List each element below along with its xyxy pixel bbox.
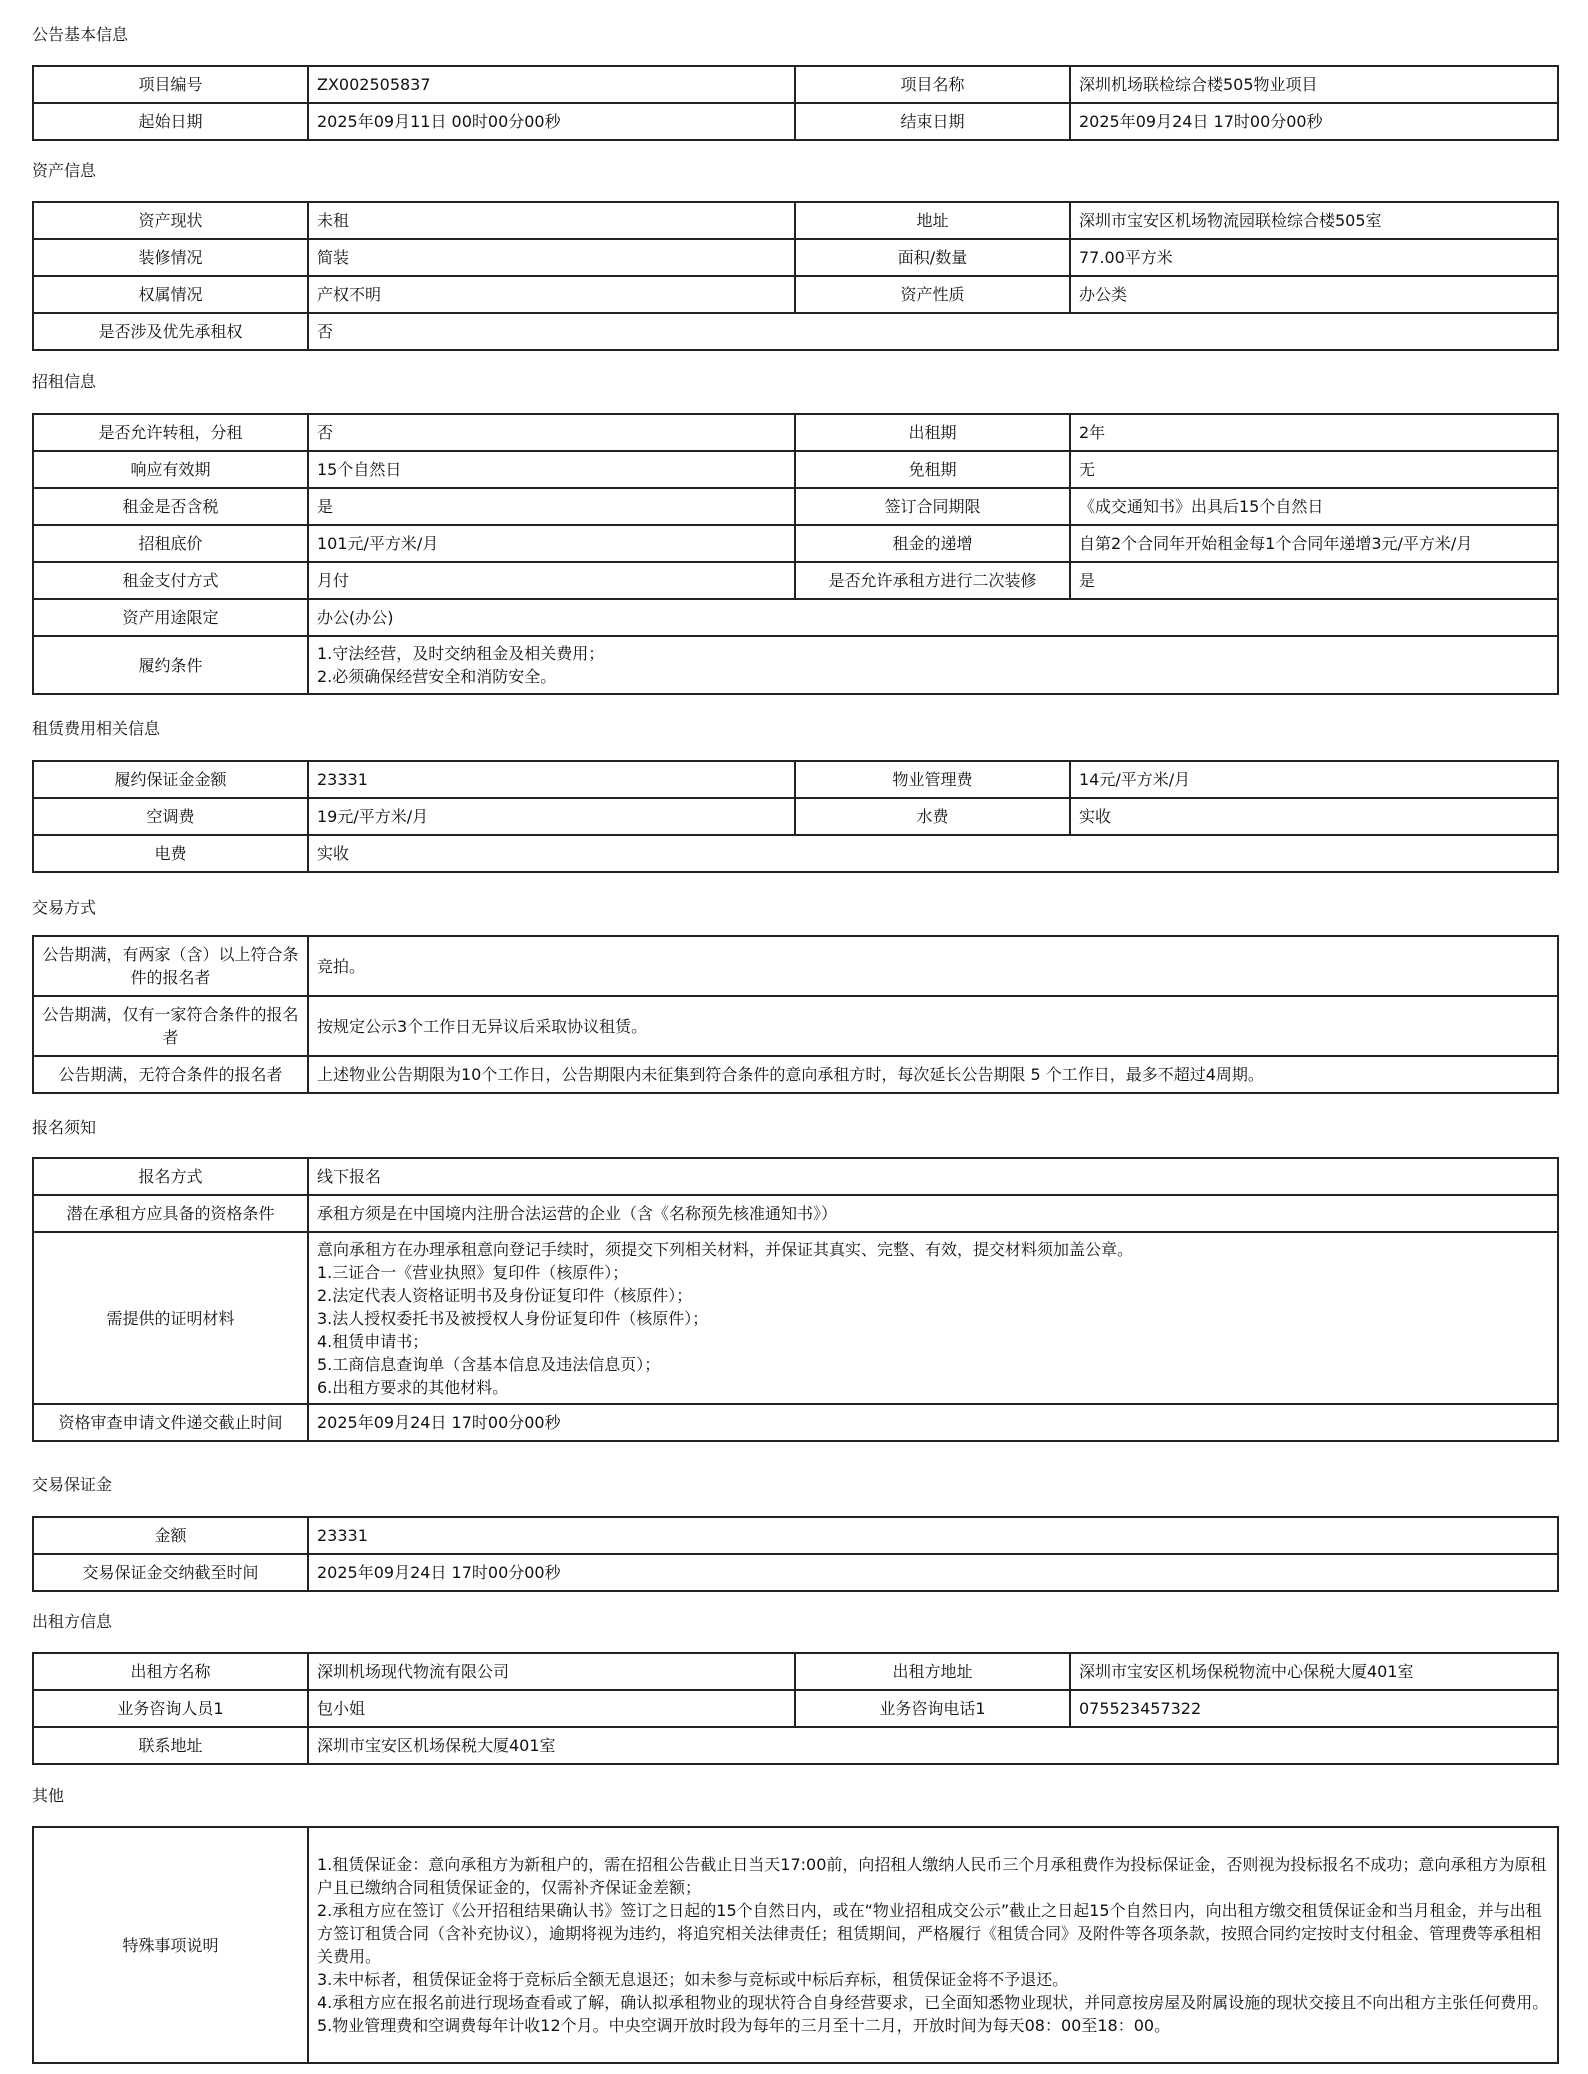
lease-period-label: 出租期 (795, 414, 1070, 451)
table-row (33, 276, 1558, 313)
table-row (33, 1517, 1558, 1554)
rent-free-label: 免租期 (795, 451, 1070, 488)
deposit-label: 履约保证金金额 (33, 761, 308, 798)
guarantee-amount-label: 金额 (33, 1517, 308, 1554)
rent-free-value: 无 (1070, 451, 1558, 488)
contact-address-value: 深圳市宝安区机场保税大厦401室 (308, 1727, 1558, 1764)
decoration-value: 简装 (308, 239, 795, 276)
contact-person-value: 包小姐 (308, 1690, 795, 1727)
two-bidders-label: 公告期满，有两家（含）以上符合条件的报名者 (33, 936, 308, 996)
table-row (33, 1056, 1558, 1093)
guarantee-due-value: 2025年09月24日 17时00分00秒 (308, 1554, 1558, 1591)
lessor-name-value: 深圳机场现代物流有限公司 (308, 1653, 795, 1690)
power-fee-value: 实收 (308, 835, 1558, 872)
signup-method-label: 报名方式 (33, 1158, 308, 1195)
water-fee-value: 实收 (1070, 798, 1558, 835)
qualification-label: 潜在承租方应具备的资格条件 (33, 1195, 308, 1232)
power-fee-label: 电费 (33, 835, 308, 872)
contact-phone-label: 业务咨询电话1 (795, 1690, 1070, 1727)
asset-nature-value: 办公类 (1070, 276, 1558, 313)
water-fee-label: 水费 (795, 798, 1070, 835)
qualification-value: 承租方须是在中国境内注册合法运营的企业（含《名称预先核准通知书》） (308, 1195, 1558, 1232)
review-deadline-label: 资格审查申请文件递交截止时间 (33, 1404, 308, 1441)
ownership-value: 产权不明 (308, 276, 795, 313)
asset-status-label: 资产现状 (33, 202, 308, 239)
one-bidder-label: 公告期满，仅有一家符合条件的报名者 (33, 996, 308, 1056)
asset-status-value: 未租 (308, 202, 795, 239)
redecoration-label: 是否允许承租方进行二次装修 (795, 562, 1070, 599)
base-price-label: 招租底价 (33, 525, 308, 562)
section-title-signup: 报名须知 (32, 1118, 97, 1137)
table-row (33, 1554, 1558, 1591)
basic-info-table (32, 65, 1559, 141)
no-bidder-label: 公告期满，无符合条件的报名者 (33, 1056, 308, 1093)
leasing-info-table (32, 413, 1559, 695)
table-row (33, 1727, 1558, 1764)
area-label: 面积/数量 (795, 239, 1070, 276)
documents-label: 需提供的证明材料 (33, 1232, 308, 1404)
rent-increase-label: 租金的递增 (795, 525, 1070, 562)
section-title-lessor: 出租方信息 (32, 1612, 113, 1631)
no-bidder-value: 上述物业公告期限为10个工作日，公告期限内未征集到符合条件的意向承租方时，每次延长公告期限 5 个工作日，最多不超过4周期。 (308, 1056, 1558, 1093)
project-no-value: ZX002505837 (308, 66, 795, 103)
sign-deadline-label: 签订合同期限 (795, 488, 1070, 525)
other-info-table (32, 1826, 1559, 2064)
contact-address-label: 联系地址 (33, 1727, 308, 1764)
table-row (33, 936, 1558, 996)
section-title-asset: 资产信息 (32, 161, 97, 180)
table-row (33, 414, 1558, 451)
ac-fee-value: 19元/平方米/月 (308, 798, 795, 835)
table-row (33, 313, 1558, 350)
section-title-basic: 公告基本信息 (32, 25, 129, 44)
table-row (33, 1232, 1558, 1404)
table-row (33, 1195, 1558, 1232)
payment-method-value: 月付 (308, 562, 795, 599)
base-price-value: 101元/平方米/月 (308, 525, 795, 562)
guarantee-due-label: 交易保证金交纳截至时间 (33, 1554, 308, 1591)
table-row (33, 1653, 1558, 1690)
asset-nature-label: 资产性质 (795, 276, 1070, 313)
table-row (33, 1404, 1558, 1441)
decoration-label: 装修情况 (33, 239, 308, 276)
start-date-label: 起始日期 (33, 103, 308, 140)
table-row (33, 1158, 1558, 1195)
signup-method-value: 线下报名 (308, 1158, 1558, 1195)
ac-fee-label: 空调费 (33, 798, 308, 835)
validity-label: 响应有效期 (33, 451, 308, 488)
table-row (33, 761, 1558, 798)
documents-value: 意向承租方在办理承租意向登记手续时，须提交下列相关材料，并保证其真实、完整、有效，提交材料须加盖公章。 1.三证合一《营业执照》复印件（核原件）； 2.法定代表人资格证明书及身份证复印件（核原件）； 3.法人授权委托书及被授权人身份证复印件（核原件）； 4.租赁申请书； 5.工商信息查询单（含基本信息及违法信息页）； 6.出租方要求的其他材料。 (308, 1232, 1558, 1404)
sign-deadline-value: 《成交通知书》出具后15个自然日 (1070, 488, 1558, 525)
contact-phone-value: 075523457322 (1070, 1690, 1558, 1727)
section-title-leasing: 招租信息 (32, 372, 97, 391)
management-fee-value: 14元/平方米/月 (1070, 761, 1558, 798)
signup-info-table (32, 1157, 1559, 1442)
start-date-value: 2025年09月11日 00时00分00秒 (308, 103, 795, 140)
section-title-other: 其他 (32, 1786, 65, 1805)
sublet-label: 是否允许转租，分租 (33, 414, 308, 451)
special-notes-value: 1.租赁保证金：意向承租方为新租户的，需在招租公告截止日当天17:00前，向招租人缴纳人民币三个月承租费作为投标保证金，否则视为投标报名不成功；意向承租方为原租户且已缴纳合同租赁保证金的，仅需补齐保证金差额； 2.承租方应在签订《公开招租结果确认书》签订之日起的15个自然日内，或在“物业招租成交公示”截止之日起15个自然日内，向出租方缴交租赁保证金和当月租金，并与出租方签订租赁合同（含补充协议），逾期将视为违约，将追究相关法律责任；租赁期间，严格履行《租赁合同》及附件等各项条款，按照合同约定按时支付租金、管理费等承租相关费用。 3.未中标者，租赁保证金将于竞标后全额无息退还；如未参与竞标或中标后弃标，租赁保证金将不予退还。 4.承租方应在报名前进行现场查看或了解，确认拟承租物业的现状符合自身经营要求，已全面知悉物业现状，并同意按房屋及附属设施的现状交接且不向出租方主张任何费用。 5.物业管理费和空调费每年计收12个月。中央空调开放时段为每年的三月至十二月，开放时间为每天08：00至18：00。 (308, 1827, 1558, 2063)
section-title-fees: 租赁费用相关信息 (32, 719, 161, 738)
guarantee-amount-value: 23331 (308, 1517, 1558, 1554)
end-date-label: 结束日期 (795, 103, 1070, 140)
sublet-value: 否 (308, 414, 795, 451)
validity-value: 15个自然日 (308, 451, 795, 488)
asset-info-table (32, 201, 1559, 351)
table-row (33, 451, 1558, 488)
area-value: 77.00平方米 (1070, 239, 1558, 276)
end-date-value: 2025年09月24日 17时00分00秒 (1070, 103, 1558, 140)
two-bidders-value: 竞拍。 (308, 936, 1558, 996)
lease-period-value: 2年 (1070, 414, 1558, 451)
usage-value: 办公(办公) (308, 599, 1558, 636)
usage-label: 资产用途限定 (33, 599, 308, 636)
project-no-label: 项目编号 (33, 66, 308, 103)
lessor-address-value: 深圳市宝安区机场保税物流中心保税大厦401室 (1070, 1653, 1558, 1690)
one-bidder-value: 按规定公示3个工作日无异议后采取协议租赁。 (308, 996, 1558, 1056)
redecoration-value: 是 (1070, 562, 1558, 599)
management-fee-label: 物业管理费 (795, 761, 1070, 798)
trade-method-table (32, 935, 1559, 1094)
address-value: 深圳市宝安区机场物流园联检综合楼505室 (1070, 202, 1558, 239)
review-deadline-value: 2025年09月24日 17时00分00秒 (308, 1404, 1558, 1441)
table-row (33, 835, 1558, 872)
table-row (33, 488, 1558, 525)
table-row (33, 239, 1558, 276)
section-title-guarantee: 交易保证金 (32, 1475, 113, 1494)
performance-value: 1.守法经营，及时交纳租金及相关费用； 2.必须确保经营安全和消防安全。 (308, 636, 1558, 694)
section-title-trade: 交易方式 (32, 898, 97, 917)
lessor-info-table (32, 1652, 1559, 1765)
fees-info-table (32, 760, 1559, 873)
table-row (33, 562, 1558, 599)
guarantee-table (32, 1516, 1559, 1592)
project-name-label: 项目名称 (795, 66, 1070, 103)
deposit-value: 23331 (308, 761, 795, 798)
table-row (33, 636, 1558, 694)
priority-value: 否 (308, 313, 1558, 350)
address-label: 地址 (795, 202, 1070, 239)
table-row (33, 1690, 1558, 1727)
rent-increase-value: 自第2个合同年开始租金每1个合同年递增3元/平方米/月 (1070, 525, 1558, 562)
table-row (33, 798, 1558, 835)
tax-value: 是 (308, 488, 795, 525)
table-row (33, 1827, 1558, 2063)
table-row (33, 66, 1558, 103)
table-row (33, 525, 1558, 562)
project-name-value: 深圳机场联检综合楼505物业项目 (1070, 66, 1558, 103)
contact-person-label: 业务咨询人员1 (33, 1690, 308, 1727)
table-row (33, 996, 1558, 1056)
table-row (33, 202, 1558, 239)
lessor-address-label: 出租方地址 (795, 1653, 1070, 1690)
special-notes-label: 特殊事项说明 (33, 1827, 308, 2063)
payment-method-label: 租金支付方式 (33, 562, 308, 599)
tax-label: 租金是否含税 (33, 488, 308, 525)
lessor-name-label: 出租方名称 (33, 1653, 308, 1690)
ownership-label: 权属情况 (33, 276, 308, 313)
performance-label: 履约条件 (33, 636, 308, 694)
priority-label: 是否涉及优先承租权 (33, 313, 308, 350)
table-row (33, 103, 1558, 140)
table-row (33, 599, 1558, 636)
